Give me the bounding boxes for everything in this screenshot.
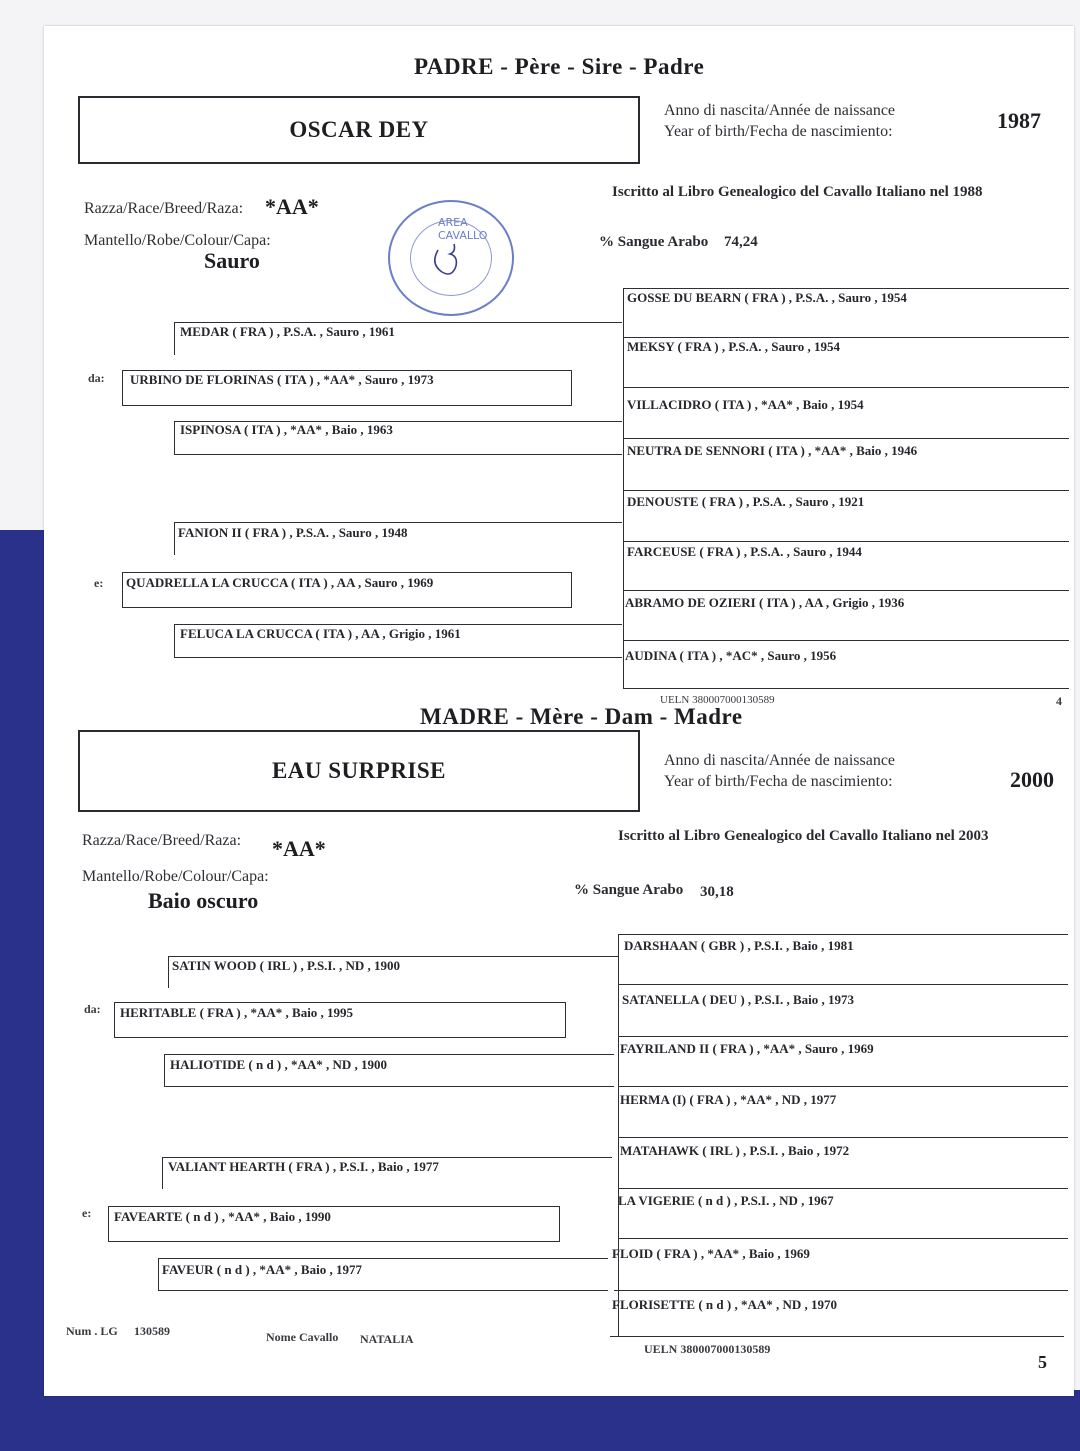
sire-gen2-line-1 — [174, 322, 622, 323]
dam-gen3-line-5 — [618, 1188, 1068, 1189]
dam-gen2-tick-1 — [168, 956, 169, 988]
stamp-signature-icon — [390, 202, 512, 314]
sire-gen3-line-3 — [623, 438, 1069, 439]
sire-gen3-line-1 — [623, 337, 1069, 338]
sire-gen3-line-7 — [623, 640, 1069, 641]
dam-dam-sire: VALIANT HEARTH ( FRA ) , P.S.I. , Baio , 1977 — [168, 1159, 439, 1174]
sire-page-partial: 4 — [1056, 694, 1062, 708]
dam-gen2-base-4 — [158, 1290, 608, 1291]
sire-gen3-6: FARCEUSE ( FRA ) , P.S.A. , Sauro , 1944 — [627, 544, 862, 559]
sire-da-label: da: — [88, 371, 105, 385]
dam-section-header: MADRE - Mère - Dam - Madre — [420, 704, 743, 729]
sire-colour-label: Mantello/Robe/Colour/Capa: — [84, 232, 271, 249]
sire-sire: URBINO DE FLORINAS ( ITA ) , *AA* , Sauro , 1973 — [130, 372, 434, 387]
dam-colour-label: Mantello/Robe/Colour/Capa: — [82, 868, 269, 885]
dam-gen3-line-6 — [618, 1238, 1068, 1239]
footer-ueln: UELN 380007000130589 — [644, 1342, 771, 1356]
dam-birth-label-2: Year of birth/Fecha de nascimiento: — [664, 773, 893, 790]
sire-gen2-tick-1 — [174, 322, 175, 355]
dam-dam: FAVEARTE ( n d ) , *AA* , Baio , 1990 — [114, 1209, 331, 1224]
dam-gen3-spine — [618, 934, 619, 1336]
footer-horse-name: NATALIA — [360, 1332, 414, 1346]
dam-gen3-line-0 — [618, 934, 1068, 935]
sire-gen2-base-2 — [174, 454, 622, 455]
sire-colour: Sauro — [204, 248, 260, 273]
dam-gen3-line-4 — [618, 1137, 1068, 1138]
sire-ueln-partial: UELN 380007000130589 — [660, 694, 775, 706]
dam-gen3-4: HERMA (I) ( FRA ) , *AA* , ND , 1977 — [620, 1092, 837, 1107]
sire-sire-dam: ISPINOSA ( ITA ) , *AA* , Baio , 1963 — [180, 422, 393, 437]
dam-da-label: da: — [84, 1002, 101, 1016]
dam-birth-label-1: Anno di nascita/Année de naissance — [664, 752, 896, 769]
sire-gen2-tick-4 — [174, 624, 175, 657]
footer-num-value: 130589 — [134, 1324, 170, 1338]
sire-arab-label: % Sangue Arabo — [599, 234, 709, 250]
dam-sire-dam: HALIOTIDE ( n d ) , *AA* , ND , 1900 — [170, 1057, 388, 1072]
sire-birth-label-2: Year of birth/Fecha de nascimiento: — [664, 123, 893, 140]
sire-gen3-line-2 — [623, 387, 1069, 388]
sire-gen3-1: GOSSE DU BEARN ( FRA ) , P.S.A. , Sauro , 1954 — [627, 290, 907, 305]
dam-gen3-line-8 — [610, 1336, 1064, 1337]
sire-e-label: e: — [94, 576, 104, 590]
sire-registry: Iscritto al Libro Genealogico del Cavallo Italiano nel 1988 — [612, 184, 983, 200]
dam-gen3-7: FLOID ( FRA ) , *AA* , Baio , 1969 — [612, 1246, 810, 1261]
sire-gen3-line-8 — [623, 688, 1069, 689]
sire-breed: *AA* — [265, 194, 319, 219]
sire-gen3-7: ABRAMO DE OZIERI ( ITA ) , AA , Grigio , 1936 — [625, 595, 905, 610]
sire-sire-sire: MEDAR ( FRA ) , P.S.A. , Sauro , 1961 — [180, 324, 395, 339]
dam-gen2-line-4 — [158, 1258, 608, 1259]
sire-section-header: PADRE - Père - Sire - Padre — [414, 54, 705, 79]
sire-gen2-tick-2 — [174, 421, 175, 454]
sire-breed-label: Razza/Race/Breed/Raza: — [84, 200, 244, 217]
dam-gen3-line-2 — [618, 1036, 1068, 1037]
dam-breed-label: Razza/Race/Breed/Raza: — [82, 832, 242, 849]
dam-gen2-base-2 — [164, 1086, 614, 1087]
stamp-text: AREA CAVALLO — [438, 216, 488, 242]
sire-dam-dam: FELUCA LA CRUCCA ( ITA ) , AA , Grigio , 1961 — [180, 626, 461, 641]
sire-gen3-spine — [623, 288, 624, 688]
dam-gen3-line-7 — [614, 1290, 1068, 1291]
sire-gen2-tick-3 — [174, 522, 175, 555]
blue-cover-bottom — [0, 1390, 1080, 1451]
sire-dam: QUADRELLA LA CRUCCA ( ITA ) , AA , Sauro , 1969 — [126, 575, 434, 590]
sire-gen3-line-4 — [623, 490, 1069, 491]
dam-sire: HERITABLE ( FRA ) , *AA* , Baio , 1995 — [120, 1005, 354, 1020]
sire-gen3-line-6 — [623, 590, 1069, 591]
dam-gen2-line-3 — [162, 1157, 612, 1158]
dam-gen3-8: FLORISETTE ( n d ) , *AA* , ND , 1970 — [612, 1297, 838, 1312]
footer-page-number: 5 — [1038, 1352, 1047, 1372]
dam-e-label: e: — [82, 1206, 92, 1220]
sire-gen3-8: AUDINA ( ITA ) , *AC* , Sauro , 1956 — [625, 648, 837, 663]
pedigree-page — [44, 26, 1074, 1396]
dam-breed: *AA* — [272, 836, 326, 861]
dam-sire-sire: SATIN WOOD ( IRL ) , P.S.I. , ND , 1900 — [172, 958, 401, 973]
sire-gen3-line-5 — [623, 541, 1069, 542]
dam-colour: Baio oscuro — [148, 888, 259, 913]
dam-gen2-line-2 — [164, 1054, 614, 1055]
dam-registry: Iscritto al Libro Genealogico del Cavallo Italiano nel 2003 — [618, 828, 989, 844]
official-stamp — [388, 200, 514, 316]
dam-arab-value: 30,18 — [700, 884, 734, 900]
sire-gen2-line-3 — [174, 522, 622, 523]
sire-gen3-2: MEKSY ( FRA ) , P.S.A. , Sauro , 1954 — [627, 339, 840, 354]
dam-gen2-line-1 — [168, 956, 618, 957]
sire-gen3-4: NEUTRA DE SENNORI ( ITA ) , *AA* , Baio , 1946 — [627, 443, 918, 458]
dam-gen2-tick-4 — [158, 1258, 159, 1290]
dam-gen3-line-1 — [618, 984, 1068, 985]
sire-birth-year: 1987 — [997, 108, 1041, 133]
footer-num-label: Num . LG — [66, 1324, 118, 1338]
dam-gen3-6: LA VIGERIE ( n d ) , P.S.I. , ND , 1967 — [618, 1193, 834, 1208]
dam-gen2-tick-2 — [164, 1054, 165, 1086]
sire-arab-value: 74,24 — [724, 234, 758, 250]
dam-gen3-line-3 — [618, 1086, 1068, 1087]
sire-name-box: OSCAR DEY — [78, 96, 640, 164]
sire-gen2-line-4 — [174, 624, 622, 625]
dam-gen3-5: MATAHAWK ( IRL ) , P.S.I. , Baio , 1972 — [620, 1143, 850, 1158]
footer-horse-label: Nome Cavallo — [266, 1330, 339, 1344]
dam-gen3-1: DARSHAAN ( GBR ) , P.S.I. , Baio , 1981 — [624, 938, 854, 953]
dam-dam-dam: FAVEUR ( n d ) , *AA* , Baio , 1977 — [162, 1262, 362, 1277]
sire-dam-sire: FANION II ( FRA ) , P.S.A. , Sauro , 1948 — [178, 525, 408, 540]
dam-name-box: EAU SURPRISE — [78, 730, 640, 812]
dam-gen3-2: SATANELLA ( DEU ) , P.S.I. , Baio , 1973 — [622, 992, 854, 1007]
sire-gen2-base-4 — [174, 657, 622, 658]
dam-gen2-tick-3 — [162, 1157, 163, 1189]
dam-arab-label: % Sangue Arabo — [574, 882, 684, 898]
sire-birth-label-1: Anno di nascita/Année de naissance — [664, 102, 896, 119]
sire-gen3-3: VILLACIDRO ( ITA ) , *AA* , Baio , 1954 — [627, 397, 864, 412]
dam-birth-year: 2000 — [1010, 767, 1054, 792]
dam-gen3-3: FAYRILAND II ( FRA ) , *AA* , Sauro , 1969 — [620, 1041, 874, 1056]
sire-gen3-line-0 — [623, 288, 1069, 289]
sire-gen3-5: DENOUSTE ( FRA ) , P.S.A. , Sauro , 1921 — [627, 494, 865, 509]
